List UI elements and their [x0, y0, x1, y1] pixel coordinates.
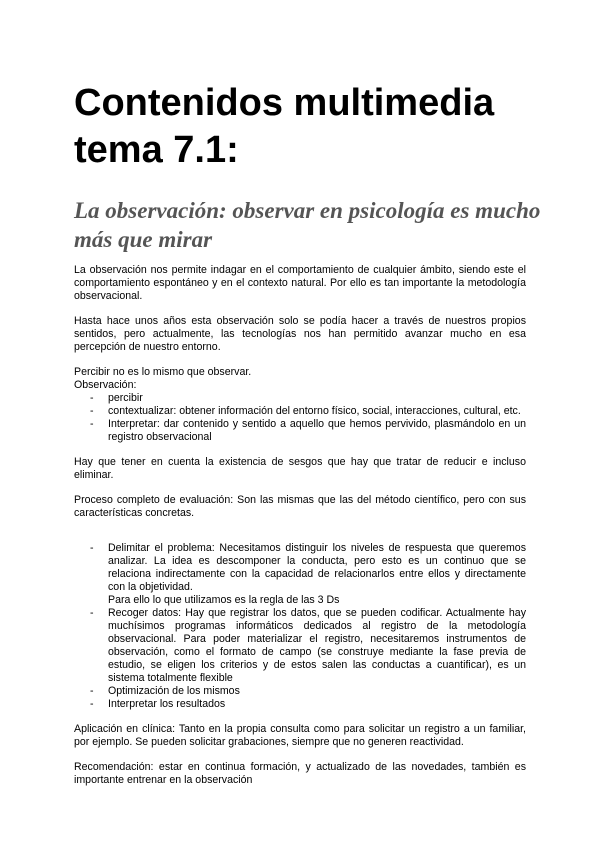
- observacion-list: [74, 392, 526, 444]
- page-title: Contenidos multimedia tema 7.1:: [74, 82, 495, 171]
- document-body: [74, 264, 526, 787]
- list-item: - Interpretar los resultados: [108, 698, 526, 711]
- paragraph-technology: Hasta hace unos años esta observación solo se podía hacer a través de nuestros propios sentidos, pero actualmente, las tecnologías nos han permitido avanzar mucho en esa percepción de nuestro entorno.: [74, 315, 526, 353]
- proceso-list: [74, 542, 526, 711]
- list-item: - Optimización de los mismos: [108, 685, 526, 698]
- paragraph-recomendacion: Recomendación: estar en continua formación, y actualizado de las novedades, también es importante entrenar en la observación: [74, 761, 526, 786]
- paragraph-observacion-heading: Observación:: [74, 379, 137, 391]
- paragraph-aplicacion: Aplicación en clínica: Tanto en la propia consulta como para solicitar un registro a un familiar, por ejemplo. Se pueden solicitar grabaciones, siempre que no generen reactividad.: [74, 723, 526, 748]
- paragraph-intro: La observación nos permite indagar en el comportamiento de cualquier ámbito, siendo este el comportamiento espontáneo y en el contexto natural. Por ello es tan importante la metodología observacional.: [74, 264, 526, 302]
- list-item: - Recoger datos: Hay que registrar los datos, que se pueden codificar. Actualmente hay muchísimos programas informáticos dedicados al registro de la metodología observacional. Para poder materializar el registro, necesitaremos instrumentos de observación, como el formato de campo (se construye mediante la fase previa de estudio, se eligen los criterios y de estos salen las conductas a cuantificar), es un sistema totalmente flexible: [108, 607, 526, 685]
- paragraph-sesgos: Hay que tener en cuenta la existencia de sesgos que hay que tratar de reducir e incluso eliminar.: [74, 456, 526, 481]
- paragraph-proceso: Proceso completo de evaluación: Son las mismas que las del método científico, pero con sus características concretas.: [74, 494, 526, 519]
- list-item: - Interpretar: dar contenido y sentido a aquello que hemos pervivido, plasmándolo en un registro observacional: [108, 418, 526, 444]
- list-item-note: Para ello lo que utilizamos es la regla de las 3 Ds: [108, 594, 340, 606]
- page-subtitle: La observación: observar en psicología es mucho más que mirar: [74, 198, 541, 252]
- list-item: - percibir: [108, 392, 526, 405]
- paragraph-percibir: Percibir no es lo mismo que observar.: [74, 366, 252, 378]
- list-item: [108, 542, 526, 607]
- list-item: - contextualizar: obtener información del entorno físico, social, interacciones, cultural, etc.: [108, 405, 526, 418]
- list-item-text: Delimitar el problema: Necesitamos distinguir los niveles de respuesta que queremos analizar. La idea es descomponer la conducta, pero esto es un continuo que se relaciona indirectamente con la capacidad de relacionarlos entre ellos y directamente con la objetividad.: [108, 542, 526, 593]
